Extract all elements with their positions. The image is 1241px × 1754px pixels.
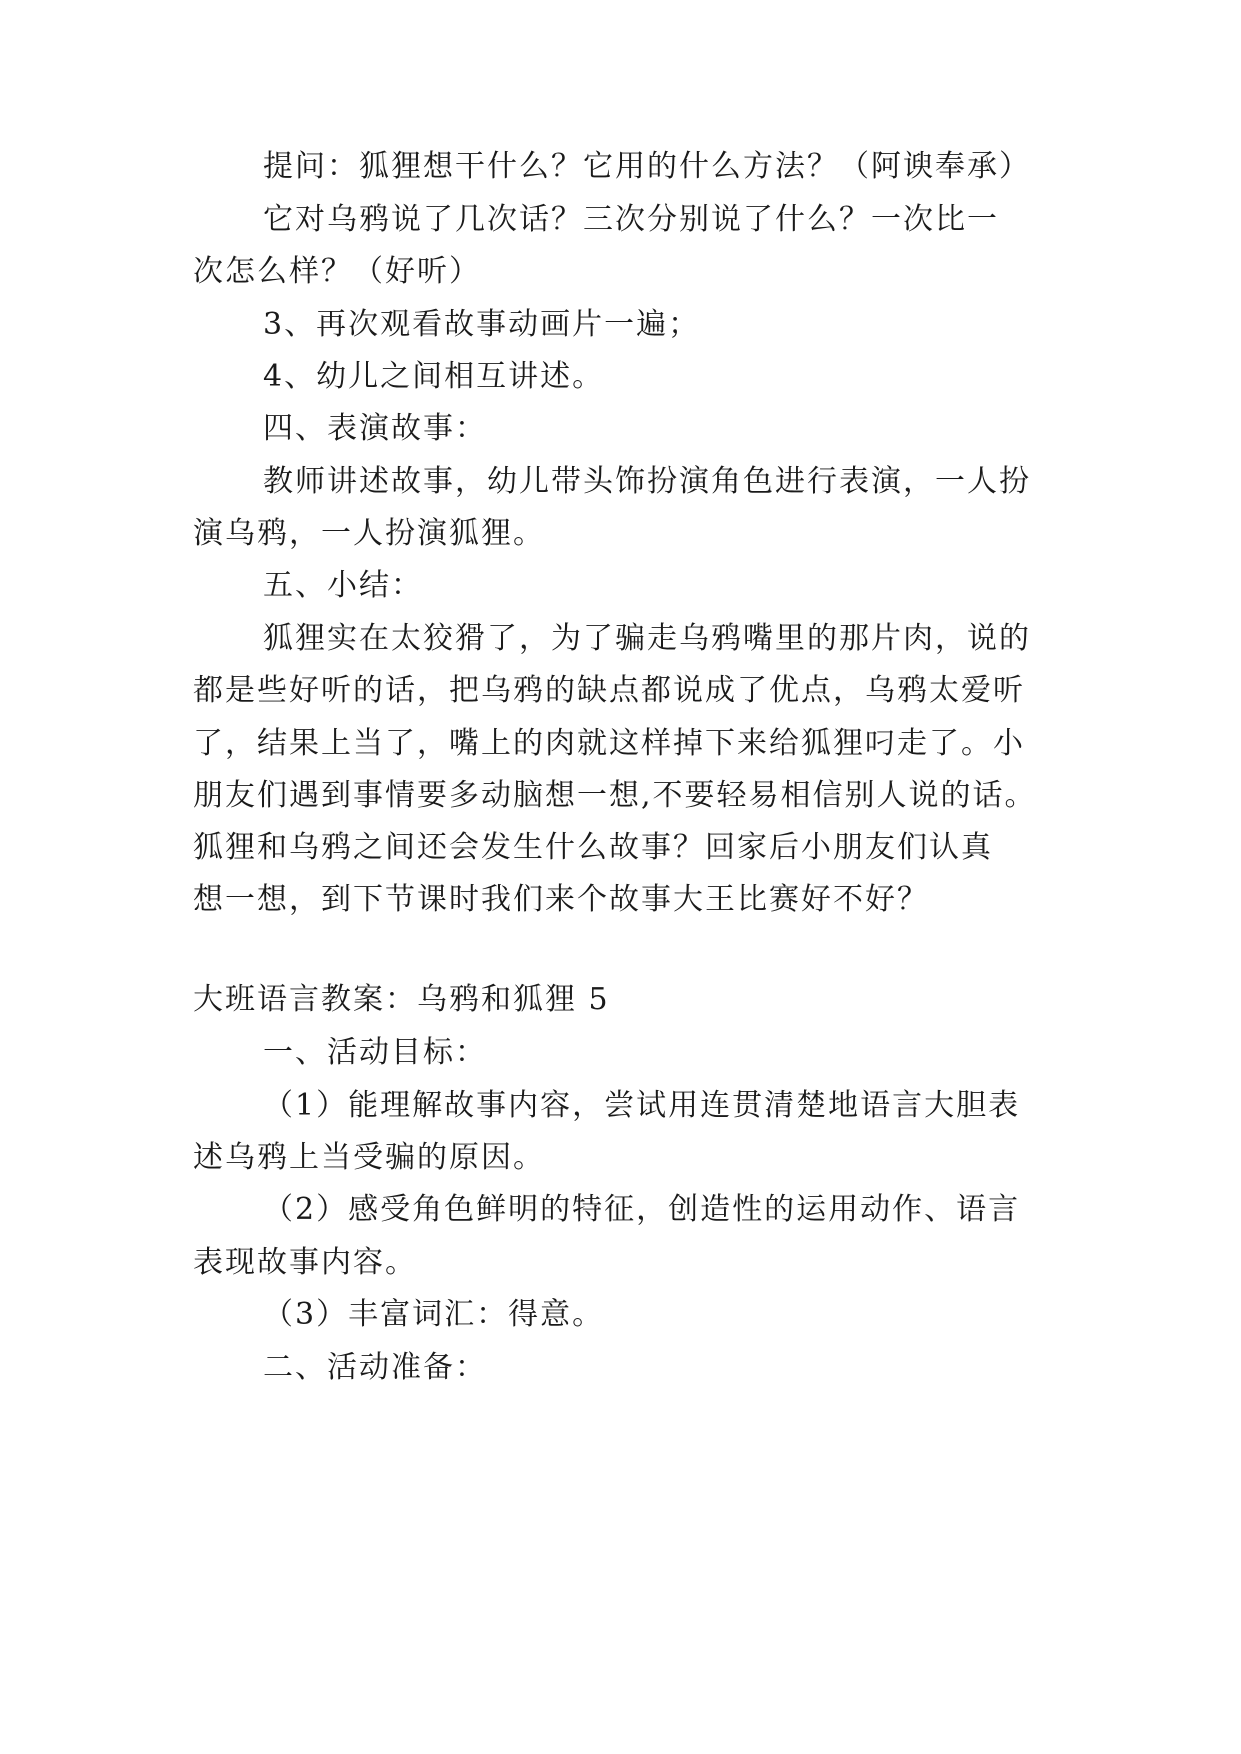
list-item: 4、幼儿之间相互讲述。 xyxy=(263,359,605,394)
paragraph-line: 它对乌鸦说了几次话？三次分别说了什么？一次比一 xyxy=(263,202,999,237)
paragraph-line: 朋友们遇到事情要多动脑想一想,不要轻易相信别人说的话。 xyxy=(193,778,1037,813)
list-item: （3）丰富词汇：得意。 xyxy=(263,1297,605,1332)
section-heading: 一、活动目标： xyxy=(263,1035,487,1070)
section-heading: 四、表演故事： xyxy=(263,411,487,446)
paragraph-line: 想一想，到下节课时我们来个故事大王比赛好不好？ xyxy=(193,882,929,917)
paragraph-line: 教师讲述故事，幼儿带头饰扮演角色进行表演，一人扮 xyxy=(263,464,1031,499)
paragraph-line: 提问：狐狸想干什么？它用的什么方法？（阿谀奉承） xyxy=(263,149,1031,184)
paragraph-line: 述乌鸦上当受骗的原因。 xyxy=(193,1140,545,1175)
section-heading: 二、活动准备： xyxy=(263,1350,487,1385)
list-item: （2）感受角色鲜明的特征，创造性的运用动作、语言 xyxy=(263,1192,1021,1227)
paragraph-line: 表现故事内容。 xyxy=(193,1245,417,1280)
list-item: 3、再次观看故事动画片一遍； xyxy=(263,307,701,342)
section-heading: 五、小结： xyxy=(263,568,423,603)
paragraph-line: 狐狸和乌鸦之间还会发生什么故事？回家后小朋友们认真 xyxy=(193,830,993,865)
paragraph-line: 了，结果上当了，嘴上的肉就这样掉下来给狐狸叼走了。小 xyxy=(193,726,1025,761)
document-title: 大班语言教案：乌鸦和狐狸 5 xyxy=(193,982,610,1017)
paragraph-line: 狐狸实在太狡猾了，为了骗走乌鸦嘴里的那片肉，说的 xyxy=(263,621,1031,656)
paragraph-line: 演乌鸦，一人扮演狐狸。 xyxy=(193,516,545,551)
paragraph-line: 都是些好听的话，把乌鸦的缺点都说成了优点，乌鸦太爱听 xyxy=(193,673,1025,708)
list-item: （1）能理解故事内容，尝试用连贯清楚地语言大胆表 xyxy=(263,1088,1021,1123)
paragraph-line: 次怎么样？（好听） xyxy=(193,254,481,289)
